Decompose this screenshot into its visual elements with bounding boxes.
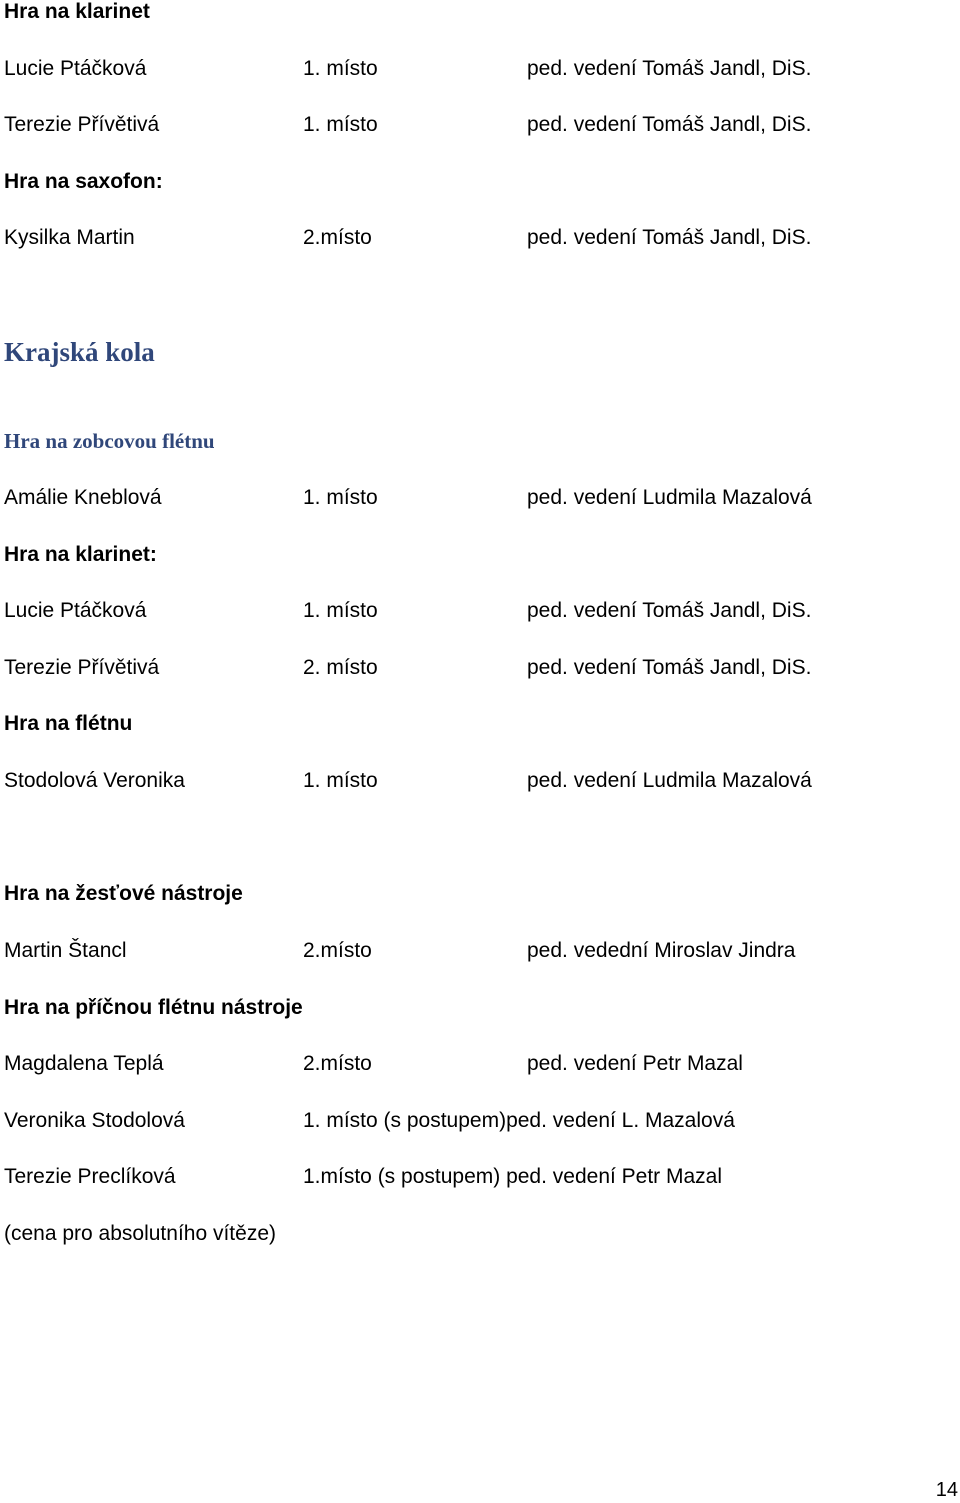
student-name: Magdalena Teplá [4, 1052, 164, 1075]
student-name: Martin Štancl [4, 939, 127, 962]
placement: 2. místo [303, 656, 378, 679]
placement: 1. místo [303, 486, 378, 509]
section-heading-zobcova: Hra na zobcovou flétnu [4, 429, 215, 453]
page-number: 14 [935, 1479, 958, 1501]
teacher: ped. vedení Tomáš Jandl, DiS. [527, 599, 812, 622]
teacher: ped. vedední Miroslav Jindra [527, 939, 796, 962]
section-heading-pricna: Hra na příčnou flétnu nástroje [4, 996, 303, 1019]
section-heading-saxofon: Hra na saxofon: [4, 170, 163, 193]
placement: 2.místo [303, 939, 372, 962]
student-name: Terezie Přívětivá [4, 113, 160, 136]
student-name: Lucie Ptáčková [4, 599, 147, 622]
student-name: Lucie Ptáčková [4, 57, 147, 80]
placement: 1. místo [303, 113, 378, 136]
placement: 2.místo [303, 226, 372, 249]
placement: 2.místo [303, 1052, 372, 1075]
award-note: (cena pro absolutního vítěze) [4, 1222, 276, 1245]
section-heading-fletna: Hra na flétnu [4, 712, 133, 735]
student-name: Veronika Stodolová [4, 1109, 185, 1132]
teacher: ped. vedení Ludmila Mazalová [527, 486, 812, 509]
teacher: ped. vedení Tomáš Jandl, DiS. [527, 57, 812, 80]
placement-and-teacher: 1. místo (s postupem)ped. vedení L. Mazalová [303, 1109, 735, 1132]
student-name: Terezie Preclíková [4, 1165, 176, 1188]
student-name: Stodolová Veronika [4, 769, 185, 792]
section-title-krajska-kola: Krajská kola [4, 337, 155, 367]
section-heading-klarinet: Hra na klarinet [4, 0, 150, 23]
placement-and-teacher: 1.místo (s postupem) ped. vedení Petr Mazal [303, 1165, 723, 1188]
teacher: ped. vedení Tomáš Jandl, DiS. [527, 113, 812, 136]
section-heading-klarinet2: Hra na klarinet: [4, 543, 157, 566]
placement: 1. místo [303, 599, 378, 622]
teacher: ped. vedení Ludmila Mazalová [527, 769, 812, 792]
placement: 1. místo [303, 57, 378, 80]
placement: 1. místo [303, 769, 378, 792]
student-name: Kysilka Martin [4, 226, 135, 249]
section-heading-zestove: Hra na žesťové nástroje [4, 882, 243, 905]
teacher: ped. vedení Petr Mazal [527, 1052, 743, 1075]
student-name: Amálie Kneblová [4, 486, 162, 509]
student-name: Terezie Přívětivá [4, 656, 160, 679]
teacher: ped. vedení Tomáš Jandl, DiS. [527, 656, 812, 679]
teacher: ped. vedení Tomáš Jandl, DiS. [527, 226, 812, 249]
